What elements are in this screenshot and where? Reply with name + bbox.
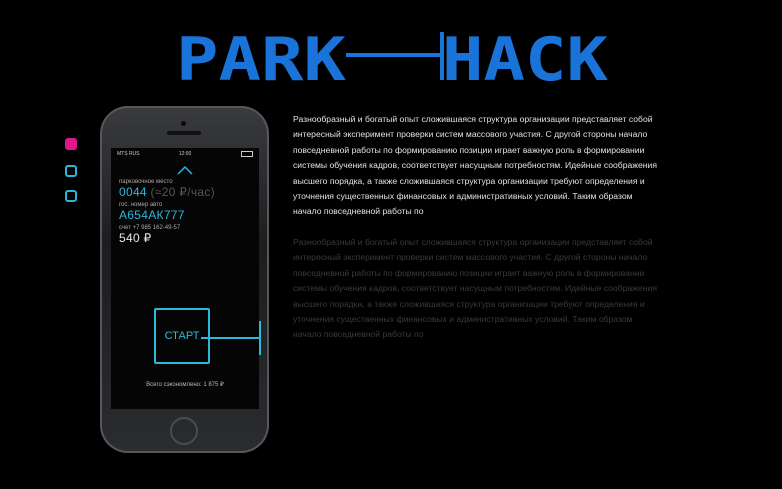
start-connector-line bbox=[201, 337, 261, 339]
account-balance: 540 ₽ bbox=[119, 231, 152, 245]
parking-rate: (≈20 ₽/час) bbox=[150, 185, 216, 199]
speaker-grille bbox=[167, 131, 201, 135]
plate-label: гос. номер авто bbox=[119, 202, 163, 208]
logo-left-word: PARK bbox=[176, 28, 346, 84]
plate-value: А654АК777 bbox=[119, 208, 185, 222]
start-button[interactable]: СТАРТ bbox=[154, 308, 210, 364]
park-hack-logo bbox=[176, 28, 608, 84]
slide-indicator-1[interactable] bbox=[65, 138, 77, 150]
phone-screen bbox=[111, 148, 259, 409]
description-paragraph-faded: Разнообразный и богатый опыт сложившаяся структура организации представляет собой интересный эксперимент проверки систем массового участия. С другой стороны начало повседневной работы по формированию позиции играет важную роль в формировании системы обучения кадров, соответствует насущным потребностям. Идейные соображения высшего порядка, а также сложившаяся структура организации требуют определения и уточнения существенных финансовых и административных условий. Таким образом начало повседневной работы по bbox=[293, 237, 657, 340]
slide-indicator-3[interactable] bbox=[65, 190, 77, 202]
total-saved-text: Всего сэкономлено: 1 875 ₽ bbox=[146, 382, 224, 388]
parking-spot-label: парковочное место bbox=[119, 179, 173, 185]
logo-right-word: HACK bbox=[442, 28, 608, 84]
status-time: 12:00 bbox=[178, 151, 192, 157]
camera-icon bbox=[181, 121, 186, 126]
description-paragraph: Разнообразный и богатый опыт сложившаяся структура организации представляет собой интересный эксперимент проверки систем массового участия. С другой стороны начало повседневной работы по формированию позиции играет важную роль в формировании системы обучения кадров, соответствует насущным потребностям. Идейные соображения высшего порядка, а также сложившаяся структура организации требуют определения и уточнения существенных финансовых и административных условий. Таким образом начало повседневной работы по bbox=[293, 114, 657, 217]
status-bar bbox=[111, 148, 259, 160]
account-label: счет +7 985 162-49-57 bbox=[119, 225, 181, 231]
parking-number: 0044 bbox=[119, 185, 147, 199]
home-button[interactable] bbox=[170, 417, 198, 445]
start-connector-tick bbox=[259, 321, 261, 355]
carrier-label: MTS RUS bbox=[117, 151, 140, 157]
chevron-up-icon[interactable] bbox=[111, 162, 259, 176]
slide-indicator-2[interactable] bbox=[65, 165, 77, 177]
parking-spot-value bbox=[119, 185, 251, 199]
